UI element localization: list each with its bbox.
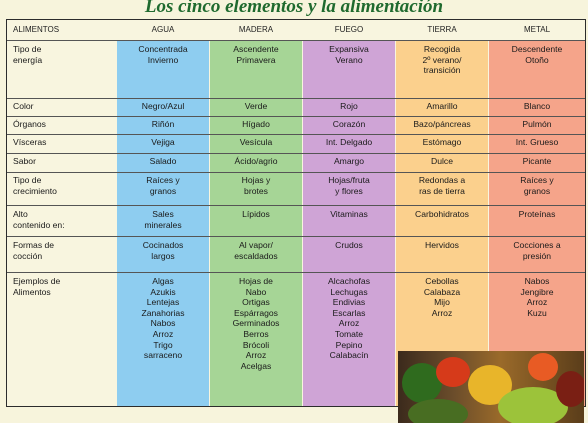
- cell-madera: [210, 276, 302, 371]
- row-separator: [7, 172, 585, 173]
- cell-text: Tomate: [334, 328, 364, 339]
- vegetables-photo: [398, 351, 584, 423]
- cell-text: Pulmón: [522, 119, 552, 129]
- cell-text: Arroz: [152, 328, 174, 339]
- cell-text: Espárragos: [234, 307, 278, 318]
- cell-tierra: [396, 240, 488, 251]
- cell-text: Zanahorias: [141, 307, 185, 318]
- cell-text: Ácido/agrio: [234, 156, 278, 166]
- row-label-line: contenido en:: [13, 219, 65, 230]
- cell-agua: [117, 276, 209, 361]
- row-label-line: Formas de: [13, 240, 55, 250]
- cell-text: Jengibre: [520, 286, 554, 297]
- cell-text: Algas: [152, 276, 174, 286]
- cell-text: Estómago: [422, 137, 462, 147]
- cell-text: Trigo: [153, 339, 173, 350]
- cell-text: Hígado: [242, 119, 270, 129]
- cell-text: ras de tierra: [419, 185, 465, 196]
- row-separator: [7, 272, 585, 273]
- cell-text: Int. Grueso: [515, 137, 559, 147]
- header-metal: METAL: [523, 25, 551, 34]
- cell-text: Negro/Azul: [141, 101, 185, 111]
- cell-text: Proteínas: [518, 209, 556, 219]
- cell-agua: [117, 175, 209, 196]
- cell-text: Nabos: [524, 276, 550, 286]
- cell-text: Vitaminas: [330, 209, 368, 219]
- row-label-line: crecimiento: [13, 185, 57, 196]
- cell-text: brotes: [244, 185, 268, 196]
- cell-fuego: [303, 175, 395, 196]
- cell-text: Lípidos: [242, 209, 270, 219]
- cell-text: Raíces y: [520, 175, 554, 185]
- row-separator: [7, 205, 585, 206]
- row-label-line: Sabor: [13, 156, 36, 166]
- row-label-line: Vísceras: [13, 137, 47, 147]
- cell-fuego: [303, 119, 395, 130]
- cell-text: Ortigas: [242, 297, 270, 308]
- cell-text: Alcachofas: [327, 276, 371, 286]
- row-label: [7, 156, 115, 167]
- cell-text: Carbohidratos: [415, 209, 469, 219]
- cell-tierra: [396, 101, 488, 112]
- cell-text: Calabaza: [423, 286, 461, 297]
- cell-madera: [210, 209, 302, 220]
- cell-text: minerales: [144, 219, 182, 230]
- cell-fuego: [303, 209, 395, 220]
- cell-text: Redondas a: [418, 175, 466, 185]
- cell-text: Riñón: [151, 119, 175, 129]
- cell-agua: [117, 209, 209, 230]
- cell-metal: [489, 44, 585, 65]
- row-label-line: Color: [13, 101, 34, 111]
- cell-text: Blanco: [523, 101, 551, 111]
- cell-text: Amargo: [333, 156, 365, 166]
- cell-fuego: [303, 101, 395, 112]
- cell-text: Nabo: [245, 286, 267, 297]
- row-label: [7, 101, 115, 112]
- cell-madera: [210, 101, 302, 112]
- cell-metal: [489, 101, 585, 112]
- cell-text: Escarlas: [332, 307, 366, 318]
- cell-text: Corazón: [332, 119, 366, 129]
- cell-agua: [117, 119, 209, 130]
- cell-text: Otoño: [525, 54, 549, 65]
- cell-text: presión: [522, 250, 552, 261]
- cell-text: Arroz: [526, 297, 548, 308]
- cell-text: transición: [423, 65, 461, 76]
- header-madera: MADERA: [238, 25, 274, 34]
- cell-madera: [210, 44, 302, 65]
- cell-text: Hojas de: [239, 276, 273, 286]
- cell-text: Expansiva: [329, 44, 369, 54]
- cell-metal: [489, 119, 585, 130]
- cell-text: Dulce: [431, 156, 453, 166]
- cell-text: Cocinados: [142, 240, 184, 250]
- cell-text: Calabacín: [329, 350, 369, 361]
- page-title: Los cinco elementos y la alimentación: [144, 0, 444, 17]
- cell-text: Verano: [335, 54, 363, 65]
- cell-text: largos: [151, 250, 175, 261]
- cell-fuego: [303, 156, 395, 167]
- cell-metal: [489, 156, 585, 167]
- row-label: [7, 137, 115, 148]
- row-label: [7, 240, 115, 261]
- cell-madera: [210, 175, 302, 196]
- cell-text: Raíces y: [146, 175, 180, 185]
- cell-text: Crudos: [335, 240, 363, 250]
- row-label: [7, 175, 115, 196]
- cell-text: Descendente: [511, 44, 563, 54]
- row-label-line: Ejemplos de: [13, 276, 61, 286]
- elements-table: [6, 19, 586, 407]
- cell-text: Kuzu: [527, 307, 547, 318]
- cell-metal: [489, 209, 585, 220]
- vegetable-red: [556, 371, 584, 407]
- cell-agua: [117, 101, 209, 112]
- cell-text: granos: [149, 185, 177, 196]
- row-separator: [7, 40, 585, 41]
- cell-text: Al vapor/: [239, 240, 273, 250]
- header-fuego: FUEGO: [334, 25, 364, 34]
- cell-text: Recogida: [423, 44, 461, 54]
- cell-text: Sales: [152, 209, 174, 219]
- cell-text: Hojas/fruta: [328, 175, 370, 185]
- cell-text: Hojas y: [241, 175, 271, 185]
- leaves-green: [408, 399, 468, 423]
- cell-text: Brócoli: [242, 339, 270, 350]
- cell-tierra: [396, 137, 488, 148]
- cell-text: Mijo: [434, 297, 450, 308]
- row-label-line: energía: [13, 54, 43, 65]
- cell-text: Ascendente: [233, 44, 279, 54]
- cell-tierra: [396, 276, 488, 318]
- row-label-line: cocción: [13, 250, 43, 261]
- row-label: [7, 209, 115, 230]
- header-tierra: TIERRA: [427, 25, 457, 34]
- cell-text: Germinados: [232, 318, 280, 329]
- cell-text: Arroz: [338, 318, 360, 329]
- cell-text: Salado: [149, 156, 177, 166]
- cell-text: Picante: [522, 156, 552, 166]
- cell-text: Berros: [243, 328, 269, 339]
- cell-metal: [489, 240, 585, 261]
- cell-madera: [210, 156, 302, 167]
- cell-madera: [210, 119, 302, 130]
- cell-text: Bazo/páncreas: [413, 119, 471, 129]
- row-separator: [7, 134, 585, 135]
- row-label-line: Órganos: [13, 119, 46, 129]
- header-agua: AGUA: [151, 25, 175, 34]
- cell-agua: [117, 156, 209, 167]
- cell-madera: [210, 137, 302, 148]
- cell-text: Rojo: [340, 101, 358, 111]
- cell-text: Cocciones a: [513, 240, 561, 250]
- cell-metal: [489, 137, 585, 148]
- cell-text: Cebollas: [425, 276, 459, 286]
- header-alimentos: ALIMENTOS: [13, 25, 60, 34]
- cell-text: Verde: [244, 101, 268, 111]
- cell-text: Lechugas: [330, 286, 368, 297]
- cell-metal: [489, 276, 585, 318]
- cell-text: Vejiga: [151, 137, 175, 147]
- cell-text: escaldados: [234, 250, 278, 261]
- cell-text: Arroz: [431, 307, 453, 318]
- tomato-red: [436, 357, 470, 387]
- cell-text: y flores: [335, 185, 363, 196]
- cell-text: Invierno: [147, 54, 179, 65]
- row-separator: [7, 153, 585, 154]
- pepper-orange: [528, 353, 558, 381]
- cell-text: Arroz: [245, 350, 267, 361]
- cell-text: Vesícula: [239, 137, 273, 147]
- cell-agua: [117, 44, 209, 65]
- cell-fuego: [303, 137, 395, 148]
- cell-fuego: [303, 276, 395, 361]
- cell-text: 2º verano/: [422, 54, 462, 65]
- cell-text: granos: [523, 185, 551, 196]
- cell-text: Pepino: [335, 339, 363, 350]
- row-label: [7, 44, 115, 65]
- cell-agua: [117, 240, 209, 261]
- row-label-line: Alto: [13, 209, 28, 219]
- row-separator: [7, 116, 585, 117]
- cell-text: Acelgas: [240, 360, 272, 371]
- cell-madera: [210, 240, 302, 261]
- row-label-line: Alimentos: [13, 286, 51, 297]
- cell-agua: [117, 137, 209, 148]
- row-label: [7, 119, 115, 130]
- row-label: [7, 276, 115, 297]
- cell-text: Amarillo: [426, 101, 458, 111]
- row-label-line: Tipo de: [13, 175, 42, 185]
- cell-text: sarraceno: [143, 350, 183, 361]
- cell-fuego: [303, 44, 395, 65]
- cell-text: Nabos: [150, 318, 176, 329]
- cell-tierra: [396, 119, 488, 130]
- cell-fuego: [303, 240, 395, 251]
- cell-text: Endivias: [332, 297, 366, 308]
- row-separator: [7, 236, 585, 237]
- row-separator: [7, 98, 585, 99]
- cell-text: Primavera: [236, 54, 276, 65]
- cell-text: Azukis: [150, 286, 176, 297]
- row-label-line: Tipo de: [13, 44, 42, 54]
- cell-text: Lentejas: [146, 297, 180, 308]
- cell-tierra: [396, 156, 488, 167]
- cell-text: Int. Delgado: [325, 137, 373, 147]
- cell-tierra: [396, 209, 488, 220]
- cell-text: Hervidos: [425, 240, 459, 250]
- cell-tierra: [396, 175, 488, 196]
- cell-metal: [489, 175, 585, 196]
- cell-text: Concentrada: [138, 44, 188, 54]
- cell-tierra: [396, 44, 488, 76]
